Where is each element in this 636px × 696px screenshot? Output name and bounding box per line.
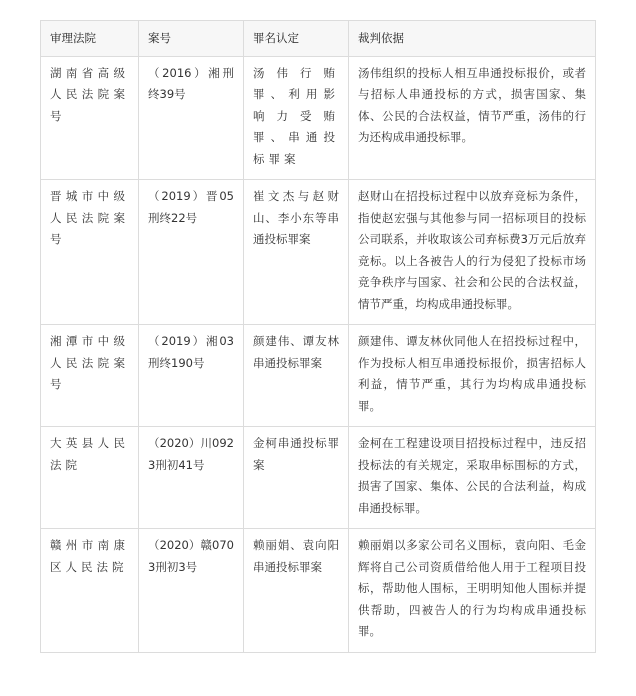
case-table	[40, 20, 596, 653]
header-basis: 裁判依据	[349, 21, 596, 57]
court-cell: 湖南省高级人民法院案号	[41, 56, 139, 180]
basis-cell: 赵财山在招投标过程中以放弃竞标为条件，指使赵宏强与其他参与同一招标项目的投标公司联系，并收取该公司弃标费3万元后放弃竞标。以上各被告人的行为侵犯了投标市场竞争秩序与国家、社会和公民的合法权益，情节严重，均构成串通投标罪。	[349, 180, 596, 325]
charge-cell: 赖丽娟、袁向阳串通投标罪案	[244, 529, 349, 653]
court-cell: 湘潭市中级人民法院案号	[41, 325, 139, 427]
case-number-cell: （2019）湘03刑终190号	[139, 325, 244, 427]
charge-cell: 金柯串通投标罪案	[244, 427, 349, 529]
charge-cell: 崔文杰与赵财山、李小东等串通投标罪案	[244, 180, 349, 325]
charge-cell: 汤伟行贿罪、利用影响力受贿罪、串通投标罪案	[244, 56, 349, 180]
table-row	[41, 56, 596, 180]
court-cell: 晋城市中级人民法院案号	[41, 180, 139, 325]
header-court: 审理法院	[41, 21, 139, 57]
basis-cell: 金柯在工程建设项目招投标过程中，违反招投标法的有关规定，采取串标围标的方式，损害了国家、集体、公民的合法利益，构成串通投标罪。	[349, 427, 596, 529]
table-header-row	[41, 21, 596, 57]
case-number-cell: （2020）赣0703刑初3号	[139, 529, 244, 653]
basis-cell: 颜建伟、谭友林伙同他人在招投标过程中，作为投标人相互串通投标报价，损害招标人利益，情节严重，其行为均构成串通投标罪。	[349, 325, 596, 427]
court-cell: 大英县人民法院	[41, 427, 139, 529]
table-row	[41, 427, 596, 529]
header-charge: 罪名认定	[244, 21, 349, 57]
court-cell: 赣州市南康区人民法院	[41, 529, 139, 653]
basis-cell: 汤伟组织的投标人相互串通投标报价，或者与招标人串通投标的方式，损害国家、集体、公民的合法权益，情节严重，汤伟的行为还构成串通投标罪。	[349, 56, 596, 180]
header-case-number: 案号	[139, 21, 244, 57]
table-row	[41, 529, 596, 653]
basis-cell: 赖丽娟以多家公司名义围标，袁向阳、毛金辉将自己公司资质借给他人用于工程项目投标，帮助他人围标，王明明知他人围标并提供帮助，四被告人的行为均构成串通投标罪。	[349, 529, 596, 653]
table-row	[41, 180, 596, 325]
charge-cell: 颜建伟、谭友林串通投标罪案	[244, 325, 349, 427]
case-number-cell: （2019）晋05刑终22号	[139, 180, 244, 325]
case-number-cell: （2020）川0923刑初41号	[139, 427, 244, 529]
case-number-cell: （2016）湘刑终39号	[139, 56, 244, 180]
table-row	[41, 325, 596, 427]
